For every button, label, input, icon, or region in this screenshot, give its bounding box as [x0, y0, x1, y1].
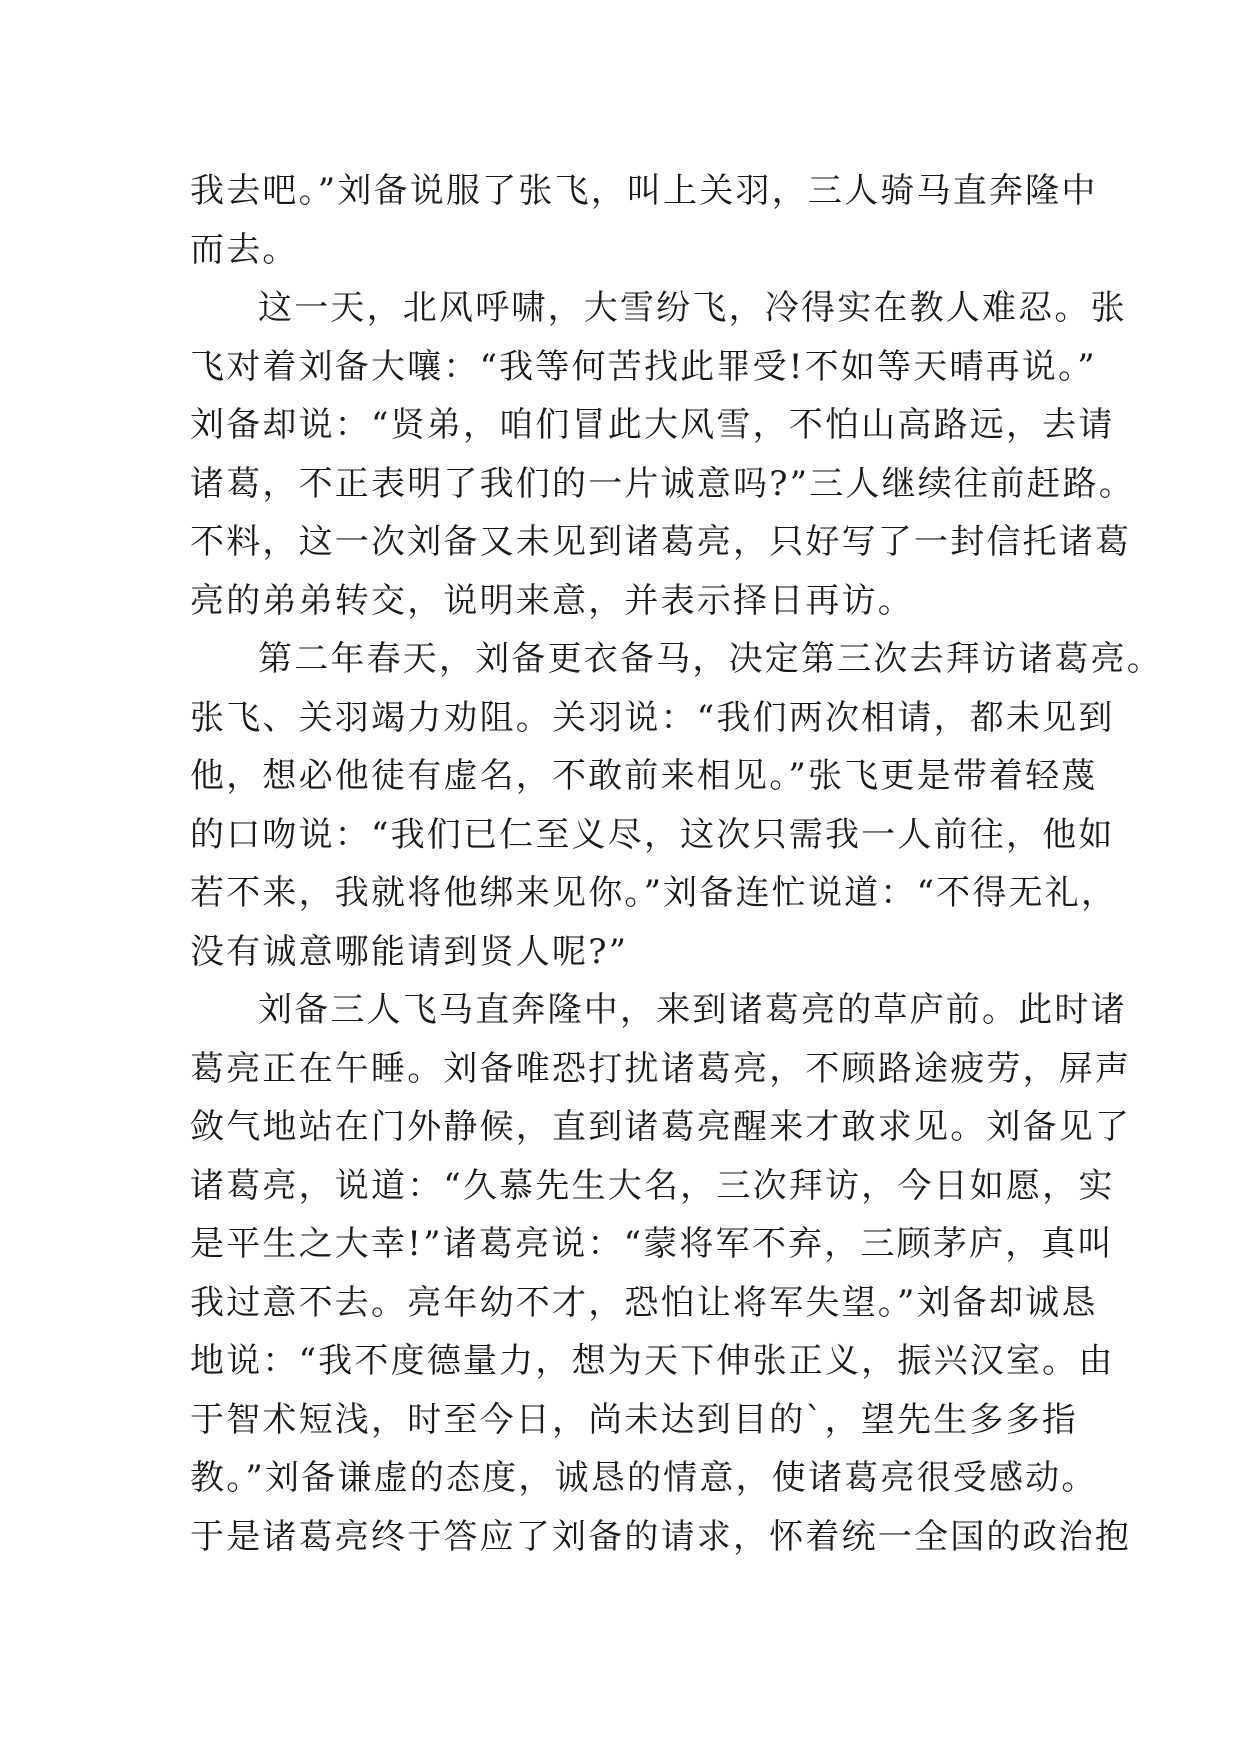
text-line: 刘备却说：“贤弟，咱们冒此大风雪，不怕山高路远，去请: [190, 405, 1115, 445]
text-line: 张飞、关羽竭力劝阻。关羽说：“我们两次相请，都未见到: [190, 697, 1115, 738]
text-line: 没有诚意哪能请到贤人呢?”: [190, 931, 629, 972]
text-line: 于智术短浅，时至今日，尚未达到目的`，望先生多多指: [190, 1399, 1078, 1440]
text-line: 若不来，我就将他绑来见你。”刘备连忙说道：“不得无礼，: [190, 873, 1118, 913]
text-line: 葛亮正在午睡。刘备唯恐打扰诸葛亮，不顾路途疲劳，屏声: [190, 1048, 1132, 1089]
paragraph-first-line: 第二年春天，刘备更衣备马，决定第三次去拜访诸葛亮。: [258, 639, 1163, 679]
text-line: 而去。: [190, 229, 299, 270]
text-line: 地说：“我不度德量力，想为天下伸张正义，振兴汉室。由: [190, 1341, 1115, 1381]
text-line: 敛气地站在门外静候，直到诸葛亮醒来才敢求见。刘备见了: [190, 1107, 1132, 1147]
text-line: 是平生之大幸!”诸葛亮说：“蒙将军不弃，三顾茅庐，真叫: [190, 1224, 1114, 1264]
paragraph-first-line: 这一天，北风呼啸，大雪纷飞，冷得实在教人难忍。张: [258, 288, 1127, 328]
text-line: 我去吧。”刘备说服了张飞，叫上关羽，三人骑马直奔隆中: [190, 171, 1098, 211]
text-line: 于是诸葛亮终于答应了刘备的请求，怀着统一全国的政治抱: [190, 1516, 1132, 1557]
text-line: 的口吻说：“我们已仁至义尽，这次只需我一人前往，他如: [190, 814, 1115, 855]
text-line: 诸葛亮，说道：“久慕先生大名，三次拜访，今日如愿，实: [190, 1165, 1115, 1206]
document-body-text: [190, 162, 1163, 1566]
text-line: 诸葛，不正表明了我们的一片诚意吗?”三人继续往前赶路。: [190, 463, 1136, 504]
text-line: 不料，这一次刘备又未见到诸葛亮，只好写了一封信托诸葛: [190, 522, 1132, 562]
paragraph-first-line: 刘备三人飞马直奔隆中，来到诸葛亮的草庐前。此时诸: [258, 990, 1127, 1030]
text-line: 飞对着刘备大嚷：“我等何苦找此罪受!不如等天晴再说。”: [190, 346, 1097, 387]
text-line: 教。”刘备谦虚的态度，诚恳的情意，使诸葛亮很受感动。: [190, 1458, 1098, 1498]
text-line: 我过意不去。亮年幼不才，恐怕让将军失望。”刘备却诚恳: [190, 1282, 1098, 1323]
text-line: 亮的弟弟转交，说明来意，并表示择日再访。: [190, 580, 914, 621]
text-line: 他，想必他徒有虚名，不敢前来相见。”张飞更是带着轻蔑: [190, 756, 1098, 796]
